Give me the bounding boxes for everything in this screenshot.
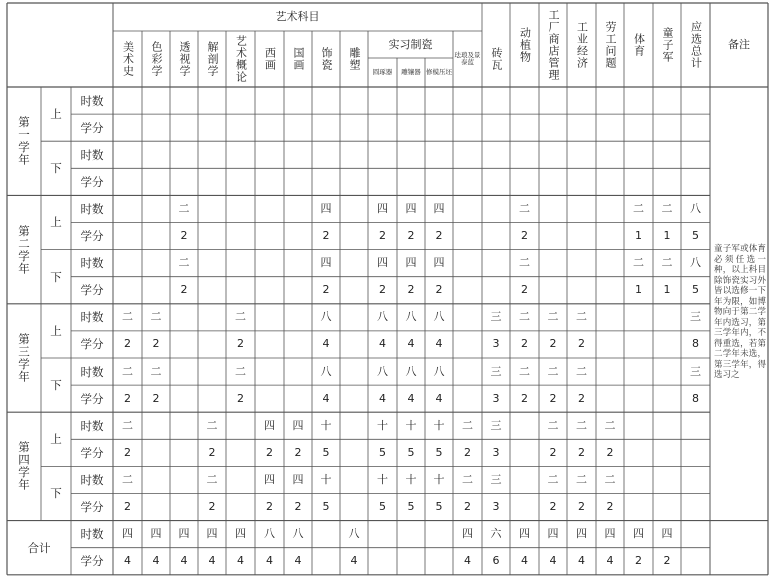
- table-cell: 四: [150, 527, 162, 541]
- semester-label: 上: [50, 215, 62, 230]
- table-cell: 二: [206, 418, 218, 432]
- subject-header: 国画: [292, 47, 305, 71]
- table-cell: 四: [405, 256, 417, 270]
- table-cell: 八: [320, 364, 332, 378]
- row-type-label: 学分: [80, 283, 104, 298]
- year-label: 第一学年: [17, 116, 31, 167]
- remarks-text: 童子军或体育必须任选一种，以上科目除饰瓷实习外皆以选修一下年为限，如博物向于第二学年内选习，第三学年内，不得重选，若第二学年未选，第三学年，得选习之: [714, 244, 766, 380]
- subject-header: 色彩学: [150, 41, 163, 77]
- table-cell: 十: [377, 418, 388, 432]
- other-subject-header: 体育: [632, 33, 646, 57]
- enamel-header: 珐琅及景泰蓝: [454, 51, 481, 66]
- subject-header: 解剖学: [206, 41, 219, 77]
- table-cell: 二: [519, 364, 530, 378]
- other-subject-header: 工业经济: [575, 21, 589, 69]
- table-cell: 二: [462, 418, 473, 432]
- row-type-label: 时数: [80, 310, 104, 325]
- semester-label: 下: [50, 269, 62, 284]
- table-cell: 三: [690, 310, 701, 324]
- table-cell: 四: [264, 418, 275, 432]
- table-cell: 二: [547, 310, 559, 324]
- table-cell: 二: [633, 256, 644, 270]
- table-cell: 2: [124, 391, 131, 405]
- table-cell: 十: [405, 472, 417, 486]
- table-cell: 二: [178, 256, 190, 270]
- table-cell: 2: [663, 554, 671, 568]
- table-cell: 十: [320, 472, 332, 486]
- table-cell: 2: [549, 445, 557, 459]
- table-cell: 四: [264, 472, 275, 486]
- table-cell: 三: [490, 472, 502, 486]
- subject-header: 雕塑: [348, 47, 361, 71]
- table-cell: 二: [122, 364, 133, 378]
- table-cell: 4: [407, 337, 415, 351]
- row-type-label: 学分: [80, 391, 104, 406]
- table-cell: 十: [433, 472, 445, 486]
- other-subject-header: 劳工问题: [604, 21, 617, 69]
- table-cell: 二: [122, 418, 133, 432]
- table-cell: 二: [576, 364, 587, 378]
- table-cell: 二: [661, 256, 673, 270]
- table-cell: 二: [661, 201, 673, 215]
- table-cell: 八: [264, 527, 275, 541]
- table-cell: 三: [490, 364, 502, 378]
- table-cell: 4: [237, 554, 244, 568]
- table-cell: 四: [405, 201, 417, 215]
- table-cell: 八: [320, 310, 332, 324]
- table-cell: 八: [433, 364, 445, 378]
- row-type-label: 学分: [80, 120, 104, 135]
- table-cell: 5: [322, 445, 330, 459]
- table-cell: 2: [237, 391, 244, 405]
- table-cell: 二: [178, 201, 190, 215]
- table-cell: 2: [521, 229, 528, 243]
- table-cell: 5: [322, 500, 330, 514]
- table-cell: 二: [576, 472, 587, 486]
- table-cell: 5: [692, 283, 699, 297]
- table-cell: 四: [235, 527, 246, 541]
- table-cell: 四: [661, 527, 673, 541]
- table-cell: 4: [606, 554, 614, 568]
- table-cell: 1: [663, 283, 671, 297]
- table-cell: 2: [152, 391, 160, 405]
- table-cell: 四: [462, 527, 473, 541]
- subject-header: 艺术概论: [234, 35, 248, 83]
- table-cell: 2: [464, 445, 471, 459]
- table-cell: 4: [322, 337, 330, 351]
- table-cell: 1: [635, 283, 642, 297]
- table-cell: 2: [521, 391, 528, 405]
- table-cell: 8: [692, 391, 699, 405]
- table-cell: 2: [606, 445, 614, 459]
- other-subject-header: 动植物: [518, 27, 532, 63]
- table-cell: 2: [578, 391, 585, 405]
- table-cell: 四: [633, 527, 644, 541]
- table-cell: 2: [266, 445, 273, 459]
- total-label: 合计: [27, 540, 51, 555]
- table-cell: 4: [521, 554, 528, 568]
- table-cell: 2: [266, 500, 273, 514]
- semester-label: 上: [50, 432, 62, 447]
- table-cell: 2: [521, 337, 528, 351]
- table-cell: 2: [180, 229, 188, 243]
- table-cell: 三: [490, 418, 502, 432]
- table-cell: 2: [124, 500, 131, 514]
- row-type-label: 时数: [80, 527, 104, 542]
- brick-header: 砖瓦: [490, 47, 503, 71]
- table-cell: 3: [492, 337, 500, 351]
- table-cell: 十: [377, 472, 388, 486]
- table-cell: 八: [377, 310, 388, 324]
- table-cell: 2: [322, 283, 330, 297]
- table-cell: 4: [435, 391, 443, 405]
- table-cell: 2: [578, 337, 585, 351]
- table-cell: 二: [547, 472, 559, 486]
- table-cell: 4: [350, 554, 358, 568]
- year-label: 第三学年: [17, 332, 31, 383]
- table-cell: 5: [407, 500, 415, 514]
- year-label: 第二学年: [17, 224, 31, 275]
- table-cell: 四: [433, 201, 445, 215]
- table-cell: 二: [604, 472, 616, 486]
- table-cell: 3: [492, 445, 500, 459]
- table-cell: 2: [435, 229, 443, 243]
- table-cell: 5: [379, 445, 386, 459]
- table-cell: 1: [663, 229, 671, 243]
- table-cell: 三: [490, 310, 502, 324]
- row-type-label: 时数: [80, 147, 104, 162]
- subject-header: 西画: [263, 47, 277, 71]
- row-type-label: 时数: [80, 472, 104, 487]
- table-cell: 2: [549, 337, 557, 351]
- table-cell: 2: [635, 554, 642, 568]
- table-cell: 四: [292, 418, 304, 432]
- semester-label: 下: [50, 378, 62, 393]
- row-type-label: 学分: [80, 445, 104, 460]
- table-cell: 四: [377, 256, 388, 270]
- table-cell: 2: [464, 500, 471, 514]
- row-type-label: 学分: [80, 174, 104, 189]
- table-cell: 四: [122, 527, 133, 541]
- table-cell: 二: [576, 418, 587, 432]
- table-cell: 二: [519, 256, 530, 270]
- table-cell: 十: [320, 418, 332, 432]
- semester-label: 上: [50, 323, 62, 338]
- row-type-label: 时数: [80, 256, 104, 271]
- table-cell: 4: [464, 554, 471, 568]
- table-cell: 4: [407, 391, 415, 405]
- table-cell: 二: [150, 364, 162, 378]
- table-cell: 4: [435, 337, 443, 351]
- practice-header: 实习制瓷: [388, 37, 433, 51]
- table-cell: 四: [292, 472, 304, 486]
- table-cell: 二: [547, 364, 559, 378]
- table-cell: 二: [547, 418, 559, 432]
- table-cell: 四: [206, 527, 218, 541]
- table-cell: 2: [379, 229, 386, 243]
- table-cell: 4: [266, 554, 273, 568]
- practice-subheader: 圆琢器: [372, 68, 393, 76]
- table-cell: 二: [235, 310, 246, 324]
- practice-subheader: 雕镶器: [401, 68, 421, 76]
- table-cell: 2: [549, 500, 557, 514]
- remarks-header: 备注: [728, 38, 750, 51]
- table-cell: 二: [633, 201, 644, 215]
- year-label: 第四学年: [17, 441, 31, 492]
- table-cell: 二: [235, 364, 246, 378]
- table-cell: 八: [690, 256, 701, 270]
- row-type-label: 学分: [80, 229, 104, 244]
- table-cell: 6: [492, 554, 500, 568]
- table-cell: 十: [405, 418, 417, 432]
- table-cell: 四: [519, 527, 530, 541]
- table-cell: 2: [237, 337, 244, 351]
- other-subject-header: 童子军: [661, 27, 674, 63]
- table-cell: 5: [379, 500, 386, 514]
- table-cell: 1: [635, 229, 642, 243]
- table-cell: 2: [294, 500, 302, 514]
- table-cell: 四: [320, 256, 332, 270]
- table-cell: 八: [292, 527, 304, 541]
- table-cell: 十: [433, 418, 445, 432]
- semester-label: 下: [50, 486, 62, 501]
- table-cell: 八: [377, 364, 388, 378]
- table-cell: 2: [124, 337, 131, 351]
- table-cell: 四: [320, 201, 332, 215]
- table-cell: 四: [604, 527, 616, 541]
- table-cell: 2: [578, 445, 585, 459]
- table-cell: 3: [492, 391, 500, 405]
- table-cell: 4: [322, 391, 330, 405]
- table-cell: 二: [462, 472, 473, 486]
- table-cell: 2: [435, 283, 443, 297]
- other-subject-header: 应选总计: [689, 21, 703, 69]
- table-cell: 二: [604, 418, 616, 432]
- table-cell: 二: [206, 472, 218, 486]
- table-cell: 2: [294, 445, 302, 459]
- table-cell: 四: [433, 256, 445, 270]
- table-cell: 2: [322, 229, 330, 243]
- row-type-label: 学分: [80, 500, 104, 515]
- table-cell: 八: [433, 310, 445, 324]
- row-type-label: 时数: [80, 418, 104, 433]
- subject-header: 透视学: [178, 41, 191, 77]
- row-type-label: 时数: [80, 93, 104, 108]
- table-cell: 4: [180, 554, 188, 568]
- subject-header: 饰瓷: [320, 47, 333, 71]
- table-cell: 2: [379, 283, 386, 297]
- other-subject-header: 工厂商店管理: [547, 9, 560, 81]
- table-cell: 八: [348, 527, 360, 541]
- table-cell: 2: [407, 229, 415, 243]
- subject-header: 美术史: [121, 41, 135, 77]
- table-cell: 4: [208, 554, 216, 568]
- table-cell: 4: [549, 554, 557, 568]
- table-cell: 4: [124, 554, 131, 568]
- table-cell: 4: [379, 337, 386, 351]
- table-cell: 3: [492, 500, 500, 514]
- row-type-label: 时数: [80, 364, 104, 379]
- table-cell: 2: [407, 283, 415, 297]
- table-cell: 二: [519, 310, 530, 324]
- table-cell: 二: [150, 310, 162, 324]
- table-cell: 2: [152, 337, 160, 351]
- table-cell: 二: [122, 310, 133, 324]
- table-cell: 三: [690, 364, 701, 378]
- table-cell: 5: [435, 500, 443, 514]
- table-cell: 四: [547, 527, 559, 541]
- semester-label: 下: [50, 161, 62, 176]
- table-cell: 四: [576, 527, 587, 541]
- table-cell: 八: [405, 364, 417, 378]
- table-cell: 4: [578, 554, 585, 568]
- row-type-label: 学分: [80, 554, 104, 569]
- table-cell: 2: [549, 391, 557, 405]
- row-type-label: 时数: [80, 201, 104, 216]
- table-cell: 二: [122, 472, 133, 486]
- table-cell: 5: [435, 445, 443, 459]
- table-cell: 5: [407, 445, 415, 459]
- table-cell: 八: [405, 310, 417, 324]
- table-cell: 4: [152, 554, 160, 568]
- practice-subheader: 修模压坯: [426, 68, 452, 76]
- table-cell: 四: [377, 201, 388, 215]
- table-cell: 2: [606, 500, 614, 514]
- table-cell: 四: [178, 527, 190, 541]
- table-cell: 2: [521, 283, 528, 297]
- table-cell: 六: [490, 527, 502, 541]
- table-cell: 2: [180, 283, 188, 297]
- row-type-label: 学分: [80, 337, 104, 352]
- table-cell: 2: [124, 445, 131, 459]
- semester-label: 上: [50, 107, 62, 122]
- table-cell: 5: [692, 229, 699, 243]
- art-subjects-header: 艺术科目: [275, 10, 320, 23]
- table-cell: 二: [576, 310, 587, 324]
- table-cell: 8: [692, 337, 699, 351]
- table-cell: 八: [690, 201, 701, 215]
- table-cell: 二: [519, 201, 530, 215]
- table-cell: 4: [294, 554, 302, 568]
- table-cell: 4: [379, 391, 386, 405]
- table-cell: 2: [208, 500, 216, 514]
- table-cell: 2: [208, 445, 216, 459]
- table-cell: 2: [578, 500, 585, 514]
